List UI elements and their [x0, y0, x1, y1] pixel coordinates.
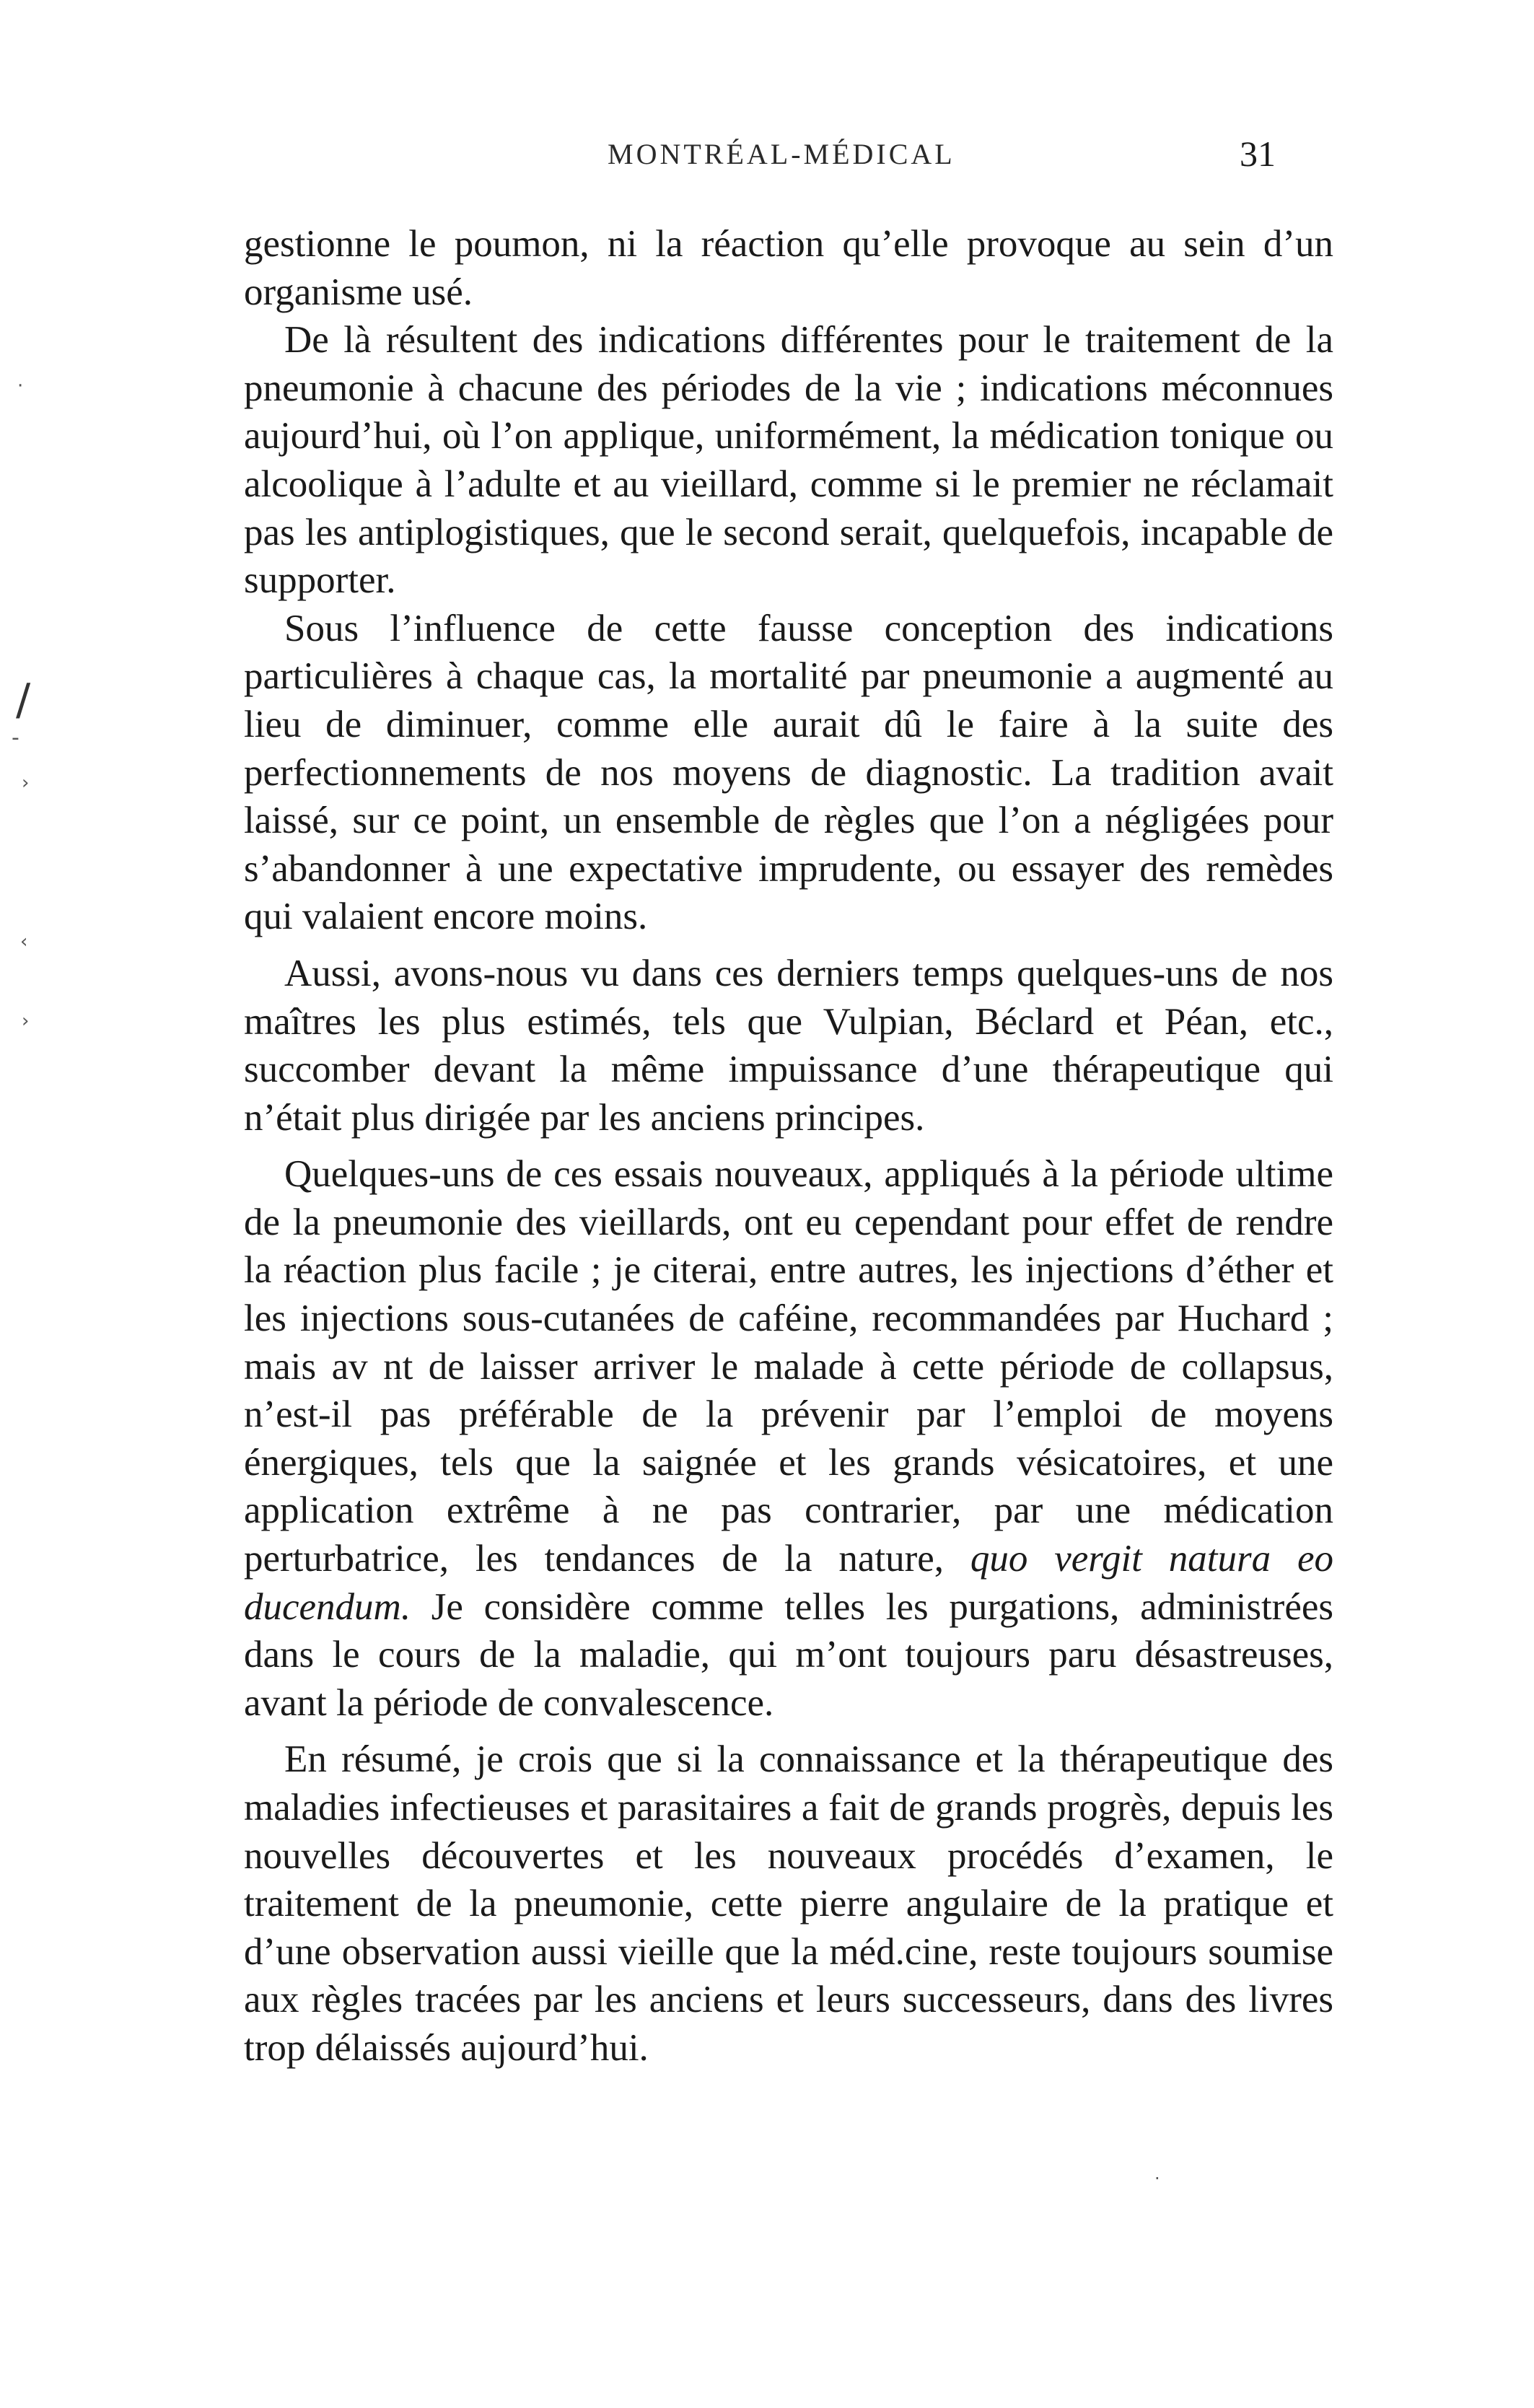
paragraph-3: Sous l’influence de cette fausse conception des indications particulières à chaque cas, la mortalité par pneumonie a augmenté au lieu de diminuer, comme elle aurait dû le faire à la suite des perfectionnements de nos moyens de diagnostic. La tradition avait laissé, sur ce point, un ensemble de règles que l’on a négligées pour s’abandonner à une expectative imprudente, ou essayer des remèdes qui valaient encore moins. [244, 607, 1333, 938]
margin-mark-dot-1: · [17, 375, 24, 397]
paragraph-5-text-after: Je considère comme telles les purgations, administrées dans le cours de la maladie, qui m’ont toujours paru désastreuses, avant la période de convalescence. [244, 1585, 1333, 1724]
paragraph-1: gestionne le poumon, ni la réaction qu’elle provoque au sein d’un organisme usé. [244, 223, 1333, 313]
margin-mark-dot-2: › [22, 772, 30, 794]
paragraph-5-latin-phrase: quo vergit natura eo ducendum. [244, 1538, 1333, 1628]
margin-mark-dot-3: ‹ [20, 931, 28, 953]
paragraph-5-text-before: Quelques-uns de ces essais nouveaux, appliqués à la période ultime de la pneumonie des vieillards, ont eu cependant pour effet de rendre la réaction plus facile ; je citerai, entre autres, les injections d’éther et les injections sous-cutanées de caféine, recommandées par Huchard ; mais av nt de laisser arriver le malade à cette période de collapsus, n’est-il pas préférable de la prévenir par l’emploi de moyens énergiques, tels que la saignée et les grands vésicatoires, et une application extrême à ne pas contrarier, par une médication perturbatrice, les tendances de la nature, [244, 1153, 1333, 1580]
running-title: MONTRÉAL-MÉDICAL [608, 138, 955, 170]
paragraph-6: En résumé, je crois que si la connaissance et la thérapeutique des maladies infectieuses et parasitaires a fait de grands progrès, depuis les nouvelles découvertes et les nouveaux procédés d’examen, le traitement de la pneumonie, cette pierre angulaire de la pratique et d’une observation aussi vieille que la méd.cine, reste toujours soumise aux règles tracées par les anciens et leurs successeurs, dans des livres trop délaissés aujourd’hui. [244, 1738, 1333, 2069]
margin-mark-slash: / [16, 675, 31, 725]
margin-mark-dash: - [12, 725, 19, 750]
page-number: 31 [1240, 133, 1276, 174]
page-header [0, 133, 1534, 188]
margin-mark-dot-4: › [22, 1010, 30, 1032]
text-body [244, 220, 1333, 2072]
paragraph-4: Aussi, avons-nous vu dans ces derniers temps quelques-uns de nos maîtres les plus estimés, tels que Vulpian, Béclard et Péan, etc., succomber devant la même impuissance d’une thérapeutique qui n’était plus dirigée par les anciens principes. [244, 952, 1333, 1139]
margin-mark-dot-5: · [1154, 2168, 1160, 2189]
paragraph-5 [244, 1150, 1333, 1727]
paragraph-2: De là résultent des indications différentes pour le traitement de la pneumonie à chacune des périodes de la vie ; indications méconnues aujourd’hui, où l’on applique, uniformément, la médication tonique ou alcoolique à l’adulte et au vieillard, comme si le premier ne réclamait pas les antiplogistiques, que le second serait, quelquefois, incapable de supporter. [244, 319, 1333, 602]
